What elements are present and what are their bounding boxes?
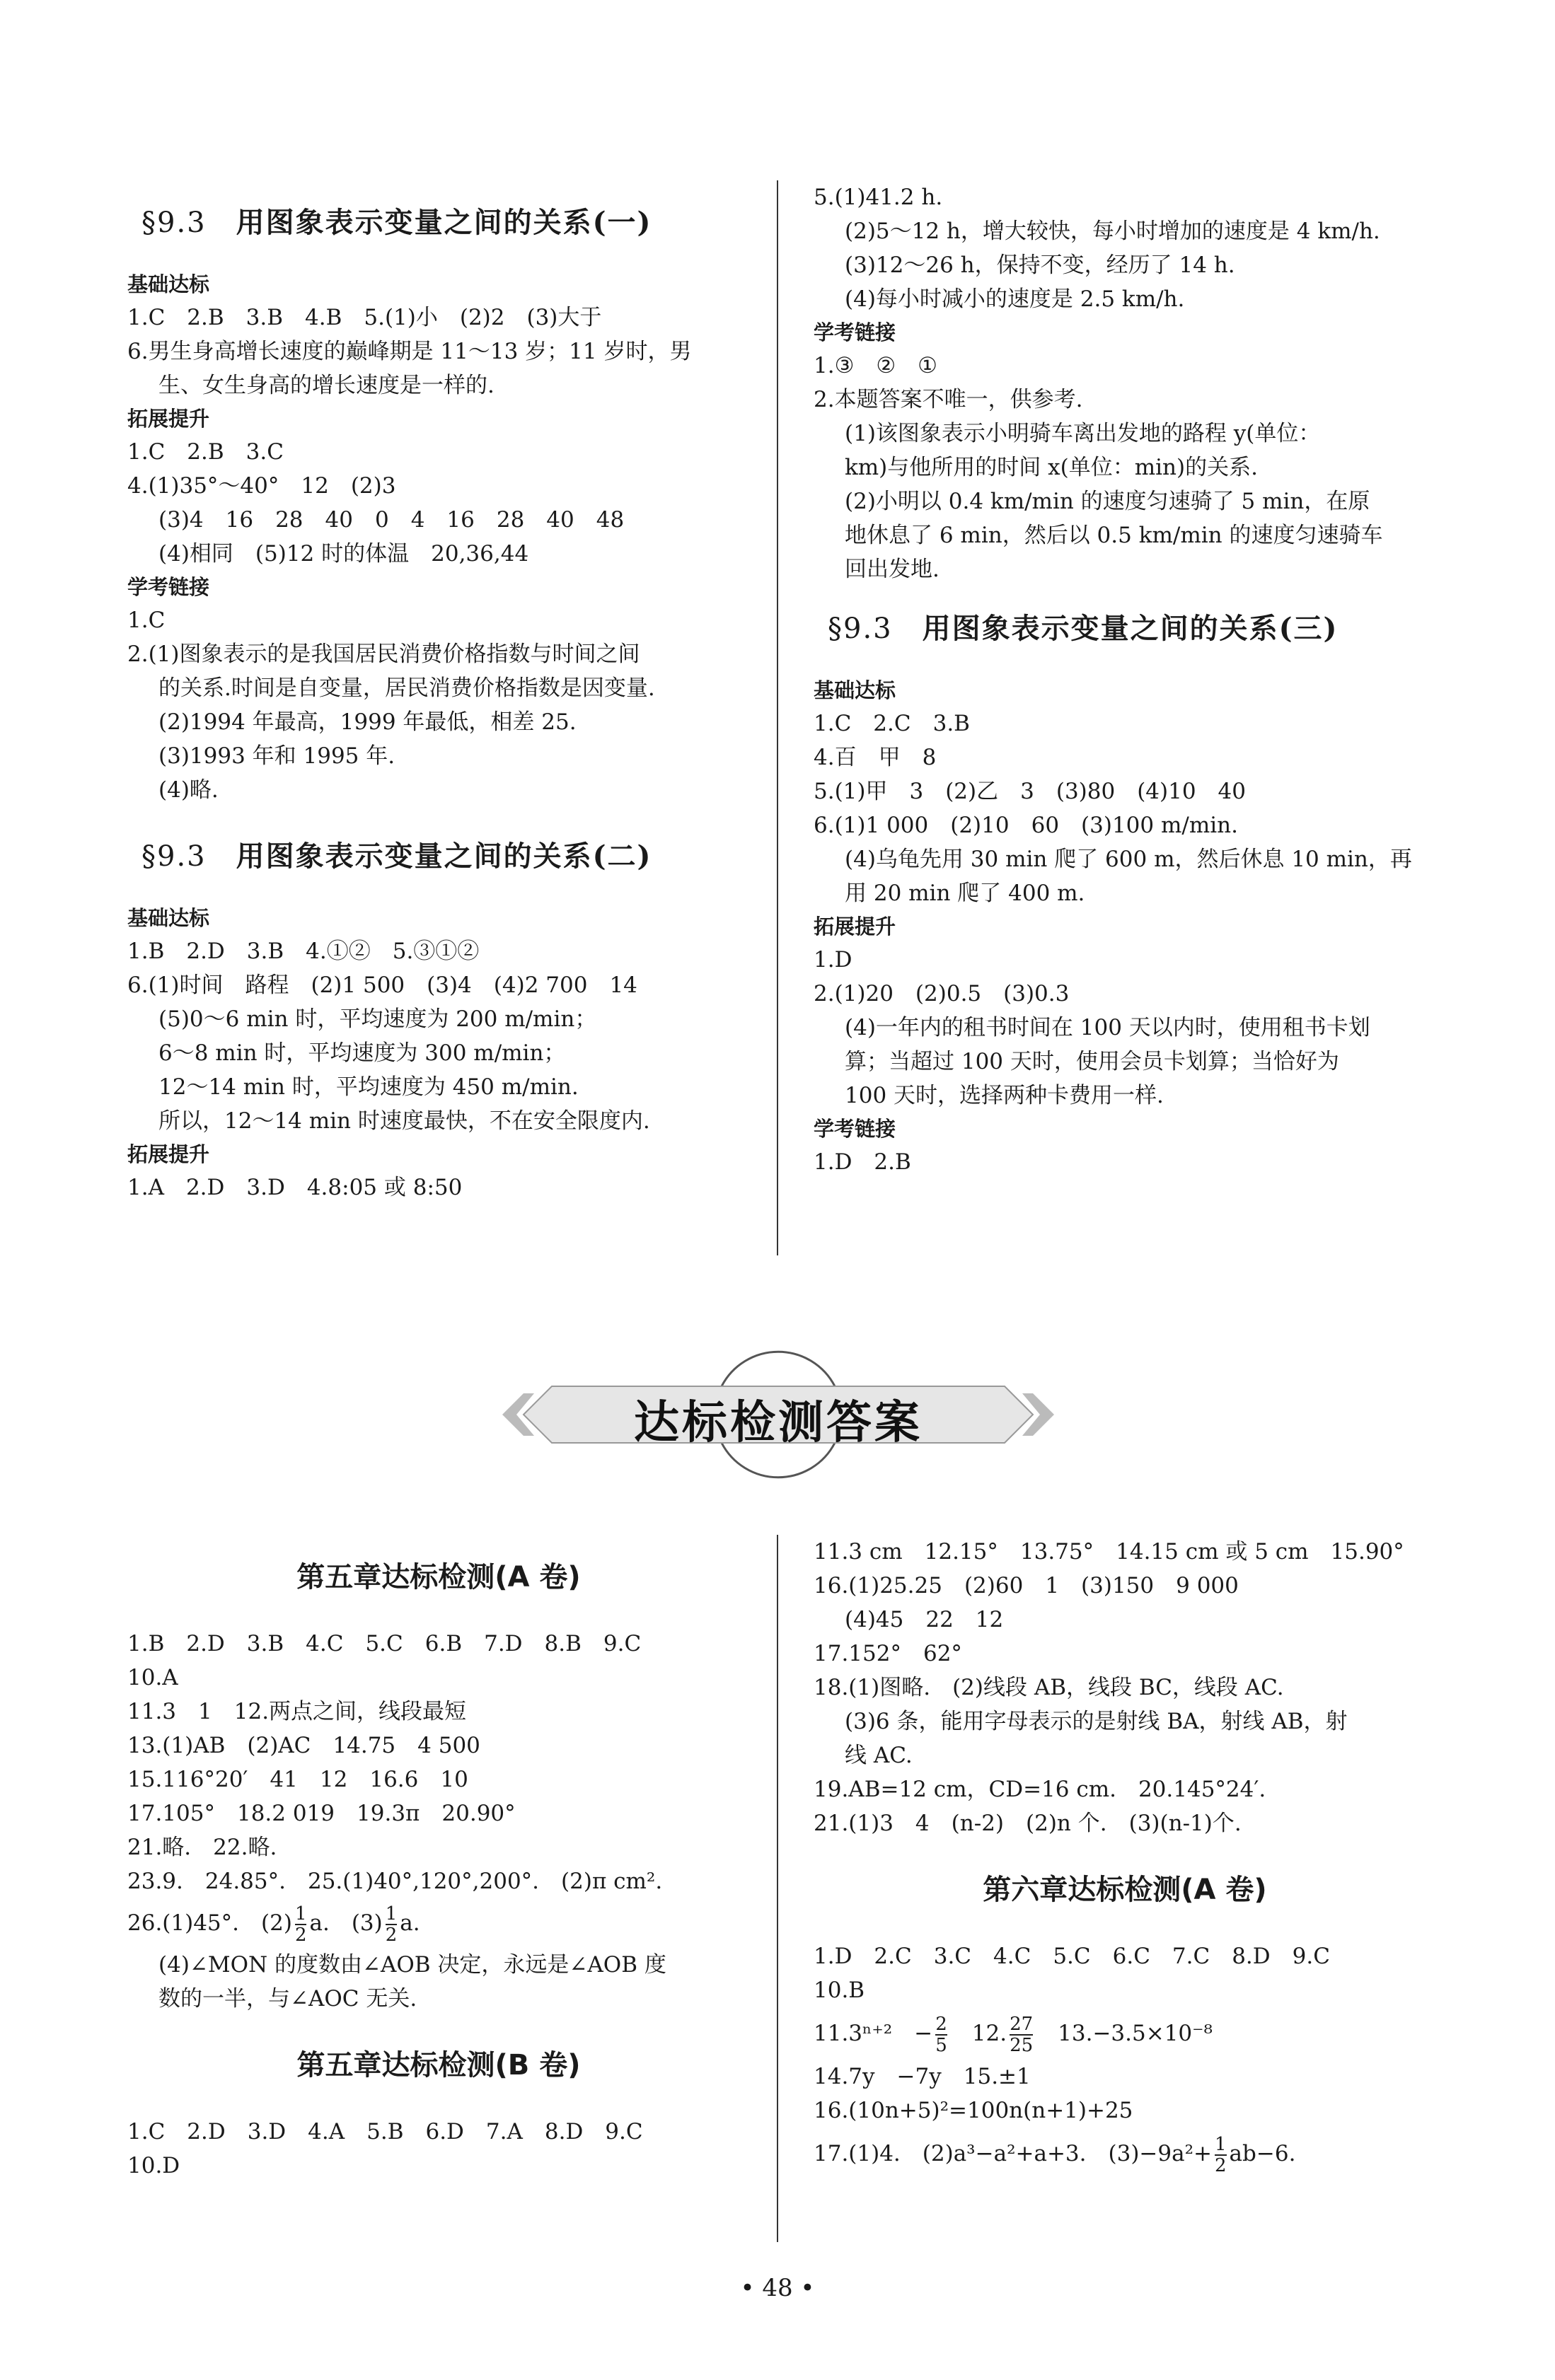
answer-line: 11.3 cm 12.15° 13.75° 14.15 cm 或 5 cm 15.90° [814,1539,1404,1565]
denominator: 2 [294,1924,307,1946]
answer-line-17 [814,2128,1436,2180]
subheading-basic: 基础达标 [814,678,896,702]
answer-line: 地休息了 6 min，然后以 0.5 km/min 的速度匀速骑车 [845,523,1383,548]
answer-line: 6.(1)1 000 (2)10 60 (3)100 m/min. [814,813,1238,838]
answer-line: 6.男生身高增长速度的巅峰期是 11～13 岁；11 岁时，男 [127,339,692,364]
answer-line: 1.C 2.C 3.B [814,711,970,736]
chapter5-6-answers [814,1535,1436,2180]
column-divider [777,180,778,1255]
answer-line: 6～8 min 时，平均速度为 300 m/min； [158,1040,566,1066]
answer-line: 1.B 2.D 3.B 4.C 5.C 6.B 7.D 8.B 9.C [127,1631,642,1656]
answer-line: (3)1993 年和 1995 年. [158,743,395,769]
answer-line: 5.(1)41.2 h. [814,185,943,210]
answer-line: 算；当超过 100 天时，使用会员卡划算；当恰好为 [845,1049,1339,1074]
numerator: 1 [385,1903,398,1925]
answer-line: (4)45 22 12 [845,1607,1004,1632]
banner-title: 达标检测答案 [634,1397,923,1449]
answer-line: 1.C 2.D 3.D 4.A 5.B 6.D 7.A 8.D 9.C [127,2119,643,2144]
answer-line: 1.③ ② ① [814,353,937,378]
answer-line: 11.3 1 12.两点之间，线段最短 [127,1699,467,1724]
denominator: 25 [1010,2034,1034,2056]
answer-line: (3)12～26 h，保持不变，经历了 14 h. [845,252,1235,278]
numerator: 27 [1010,2013,1034,2035]
answer-line: 1.A 2.D 3.D 4.8:05 或 8:50 [127,1175,463,1200]
answer-line: 21.略. 22.略. [127,1835,277,1860]
answer-line: 10.B [814,1978,865,2003]
answer-line: 1.B 2.D 3.B 4.①② 5.③①② [127,939,480,964]
fraction [935,2014,947,2055]
text: 13.−3.5×10⁻⁸ [1036,2021,1213,2046]
subheading-extension: 拓展提升 [127,1142,210,1166]
answer-line-11 [814,2007,1436,2060]
answer-line: 21.(1)3 4 (n-2) (2)n 个. (3)(n-1)个. [814,1811,1242,1836]
answer-line: 1.D 2.C 3.C 4.C 5.C 6.C 7.C 8.D 9.C [814,1944,1330,1969]
section-title [141,202,750,244]
answer-line: (3)4 16 28 40 0 4 16 28 40 48 [158,507,625,533]
answer-line: 17.152° 62° [814,1641,962,1666]
subheading-basic: 基础达标 [127,272,210,296]
answer-line: (4)略. [158,777,219,803]
answer-line: 10.A [127,1665,178,1690]
answer-line: 1.C 2.B 3.C [127,439,284,465]
subheading-basic: 基础达标 [127,906,210,930]
answer-line: 1.C 2.B 3.B 4.B 5.(1)小 (2)2 (3)大于 [127,305,602,330]
numerator: 1 [294,1903,307,1925]
section-title [828,608,1436,650]
text: 11.3ⁿ⁺² − [814,2021,933,2046]
answer-line: 12～14 min 时，平均速度为 450 m/min. [158,1074,579,1100]
fraction [386,1904,398,1945]
answer-line: 的关系.时间是自变量，居民消费价格指数是因变量. [158,675,655,701]
chapter5-answers [127,1535,750,2183]
fraction [295,1904,307,1945]
subheading-exam-link: 学考链接 [127,575,210,599]
subheading-extension: 拓展提升 [127,407,210,431]
answer-line: 13.(1)AB (2)AC 14.75 4 500 [127,1733,480,1758]
chapter-title: 第五章达标检测(B 卷) [296,2049,581,2082]
answer-line: 所以，12～14 min 时速度最快，不在安全限度内. [158,1108,650,1134]
answer-line: 数的一半，与∠AOC 无关. [158,1986,417,2012]
answer-line: 2.(1)20 (2)0.5 (3)0.3 [814,981,1070,1006]
answer-line: 18.(1)图略. (2)线段 AB，线段 BC，线段 AC. [814,1675,1284,1700]
answer-line: 用 20 min 爬了 400 m. [845,881,1085,906]
answers-banner [495,1344,1061,1485]
answer-line: 2.本题答案不唯一，供参考. [814,387,1083,412]
answer-line-26 [127,1898,750,1948]
subheading-extension: 拓展提升 [814,915,896,939]
answer-line: (3)6 条，能用字母表示的是射线 BA，射线 AB，射 [845,1709,1348,1734]
fraction [1215,2135,1227,2176]
answer-line: (5)0～6 min 时，平均速度为 200 m/min； [158,1006,597,1032]
answer-line: 5.(1)甲 3 (2)乙 3 (3)80 (4)10 40 [814,779,1247,804]
answer-line: 4.百 甲 8 [814,745,937,770]
numerator: 1 [1215,2133,1227,2155]
section-heading: 用图象表示变量之间的关系(二) [236,840,652,873]
subheading-exam-link: 学考链接 [814,1117,896,1141]
answer-line: 23.9. 24.85°. 25.(1)40°,120°,200°. (2)π cm². [127,1869,663,1894]
answer-line: 100 天时，选择两种卡费用一样. [845,1083,1164,1108]
text: 26.(1)45°. (2) [127,1910,292,1936]
section-title [141,835,750,878]
answer-line: (2)5～12 h，增大较快，每小时增加的速度是 4 km/h. [845,219,1380,244]
section-number: §9.3 [141,207,207,239]
numerator: 2 [935,2013,947,2035]
answer-line: (4)∠MON 的度数由∠AOB 决定，永远是∠AOB 度 [158,1952,666,1978]
denominator: 5 [935,2034,947,2056]
text: 12. [949,2021,1007,2046]
answer-line: 1.C [127,608,166,633]
answer-line: 17.105° 18.2 019 19.3π 20.90° [127,1801,516,1826]
answer-line: 1.D [814,947,852,973]
answer-line: (4)每小时减小的速度是 2.5 km/h. [845,286,1185,312]
text: a. (3) [309,1910,383,1936]
chapter-title: 第五章达标检测(A 卷) [296,1561,581,1594]
section-heading: 用图象表示变量之间的关系(三) [922,612,1339,645]
section-heading: 用图象表示变量之间的关系(一) [236,206,652,239]
answer-line: 10.D [127,2153,180,2178]
section-9-3-part1 [127,180,750,1204]
answer-line: 16.(1)25.25 (2)60 1 (3)150 9 000 [814,1573,1239,1598]
answer-line: (4)一年内的租书时间在 100 天以内时，使用租书卡划 [845,1015,1370,1040]
answer-line: km)与他所用的时间 x(单位：min)的关系. [845,455,1258,480]
denominator: 2 [385,1924,398,1946]
subheading-exam-link: 学考链接 [814,320,896,344]
answer-line: 14.7y −7y 15.±1 [814,2064,1031,2089]
answer-line: 线 AC. [845,1743,913,1768]
answer-line: (1)该图象表示小明骑车离出发地的路程 y(单位： [845,421,1321,446]
answer-line: 6.(1)时间 路程 (2)1 500 (3)4 (4)2 700 14 [127,973,637,998]
answer-line: 4.(1)35°～40° 12 (2)3 [127,473,396,499]
section-9-3-part2-cont [814,180,1436,1179]
answer-line: 19.AB=12 cm，CD=16 cm. 20.145°24′. [814,1777,1266,1802]
denominator: 2 [1215,2154,1227,2176]
answer-line: (2)1994 年最高，1999 年最低，相差 25. [158,709,577,735]
answer-line: (2)小明以 0.4 km/min 的速度匀速骑了 5 min，在原 [845,489,1370,514]
answer-line: 2.(1)图象表示的是我国居民消费价格指数与时间之间 [127,642,640,667]
answer-line: 16.(10n+5)²=100n(n+1)+25 [814,2098,1133,2123]
chapter-title: 第六章达标检测(A 卷) [983,1874,1267,1906]
column-divider [777,1535,778,2242]
answer-line: 15.116°20′ 41 12 16.6 10 [127,1767,468,1792]
fraction [1010,2014,1033,2055]
section-number: §9.3 [828,613,893,645]
page-number: • 48 • [740,2274,815,2302]
answer-line: 生、女生身高的增长速度是一样的. [158,373,495,398]
text: 17.(1)4. (2)a³−a²+a+3. (3)−9a²+ [814,2141,1212,2166]
answer-line: (4)乌龟先用 30 min 爬了 600 m，然后休息 10 min，再 [845,847,1412,872]
answer-line: 1.D 2.B [814,1149,911,1175]
answer-line: 回出发地. [845,557,940,582]
answer-line: (4)相同 (5)12 时的体温 20,36,44 [158,541,529,567]
text: a. [400,1910,420,1936]
text: ab−6. [1229,2141,1296,2166]
section-number: §9.3 [141,840,207,873]
